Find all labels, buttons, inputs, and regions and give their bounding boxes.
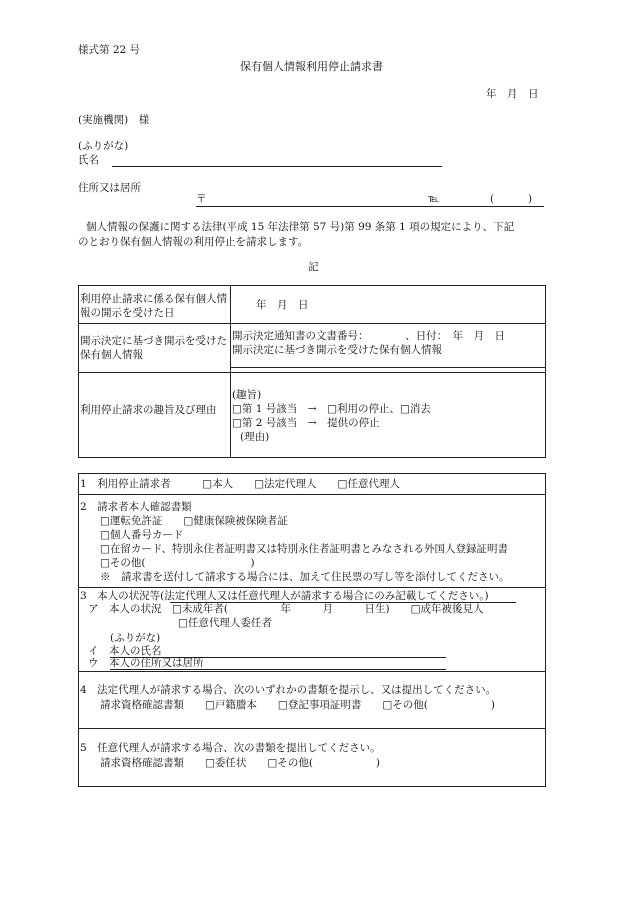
- furigana-label: (ふりがな): [78, 140, 129, 152]
- row2-label: 開示決定に基づき開示を受けた保有個人情報: [80, 335, 227, 362]
- row1-label: 利用停止請求に係る保有個人情報の開示を受けた日: [80, 293, 227, 320]
- page-title: 保有個人情報利用停止請求書: [240, 60, 383, 73]
- section-1-requester[interactable]: 1 利用停止請求者 □本人 □法定代理人 □任意代理人: [80, 478, 400, 490]
- principal-furigana-label: (ふりがな): [110, 632, 161, 644]
- row2-disclosed-info[interactable]: 開示決定に基づき開示を受けた保有個人情報: [232, 344, 442, 356]
- id-doc-item-1[interactable]: □運転免許証 □健康保険被保険者証: [100, 515, 288, 527]
- table2-sep-4: [78, 728, 546, 729]
- intro-line-1: 個人情報の保護に関する法律(平成 15 年法律第 57 号)第 99 条第 1 項の規定により、下記: [86, 221, 515, 233]
- name-label: 氏名: [78, 154, 99, 166]
- date-line: 年 月 日: [486, 88, 539, 100]
- principal-address-label: ウ 本人の住所又は居所: [88, 657, 204, 669]
- principal-address-field[interactable]: [110, 669, 446, 670]
- id-doc-item-4[interactable]: □その他( ): [100, 557, 255, 569]
- table1-inner-double-line: [230, 367, 546, 368]
- section-3-heading: 3 本人の状況等(法定代理人又は任意代理人が請求する場合にのみ記載してください。): [80, 590, 489, 602]
- id-doc-note: ※ 請求書を送付して請求する場合には、加えて住民票の写し等を添付してください。: [100, 571, 510, 583]
- tel-paren-open: (: [490, 193, 495, 205]
- section-4-heading: 4 法定代理人が請求する場合、次のいずれかの書類を提示し、又は提出してください。: [80, 684, 497, 696]
- principal-name-label: イ 本人の氏名: [88, 645, 162, 657]
- id-doc-item-3[interactable]: □在留カード、特別永住者証明書又は特別永住者証明書とみなされる外国人登録証明書: [100, 543, 508, 555]
- form-number: 様式第 22 号: [78, 44, 141, 56]
- addressee: (実施機関) 様: [78, 114, 150, 126]
- principal-status[interactable]: ア 本人の状況 □未成年者( 年 月 日生) □成年被後見人: [88, 603, 484, 615]
- row3-reason-label: (理由): [240, 431, 270, 443]
- voluntary-agent-docs[interactable]: 請求資格確認書類 □委任状 □その他( ): [100, 757, 381, 769]
- name-field[interactable]: [112, 166, 442, 167]
- row3-label: 利用停止請求の趣旨及び理由: [80, 404, 217, 416]
- address-label: 住所又は居所: [78, 182, 141, 194]
- legal-agent-docs[interactable]: 請求資格確認書類 □戸籍謄本 □登記事項証明書 □その他( ): [100, 699, 495, 711]
- section-5-heading: 5 任意代理人が請求する場合、次の書類を提出してください。: [80, 742, 381, 754]
- row1-value[interactable]: 年 月 日: [256, 299, 309, 311]
- row3-option-2[interactable]: □第 2 号該当 → 提供の停止: [232, 417, 380, 429]
- table1-row-sep-2: [78, 372, 546, 373]
- ki-label: 記: [308, 261, 319, 273]
- table2-sep-2: [78, 587, 546, 588]
- postal-mark: 〒: [196, 193, 207, 205]
- id-doc-item-2[interactable]: □個人番号カード: [100, 529, 184, 541]
- principal-status-agent[interactable]: □任意代理人委任者: [178, 617, 272, 629]
- table2-sep-1: [78, 494, 546, 495]
- address-field[interactable]: [196, 206, 544, 207]
- table2-sep-3: [78, 671, 546, 672]
- row3-option-1[interactable]: □第 1 号該当 → □利用の停止、□消去: [232, 403, 431, 415]
- tel-paren-close: ): [528, 193, 533, 205]
- tel-label: ℡: [428, 193, 440, 205]
- row2-doc-number[interactable]: 開示決定通知書の文書番号： 、日付： 年 月 日: [232, 330, 505, 342]
- row3-purpose-label: (趣旨): [232, 389, 262, 401]
- table1-row-sep-1: [78, 323, 546, 324]
- intro-line-2: のとおり保有個人情報の利用停止を請求します。: [78, 236, 309, 248]
- section-2-heading: 2 請求者本人確認書類: [80, 501, 192, 513]
